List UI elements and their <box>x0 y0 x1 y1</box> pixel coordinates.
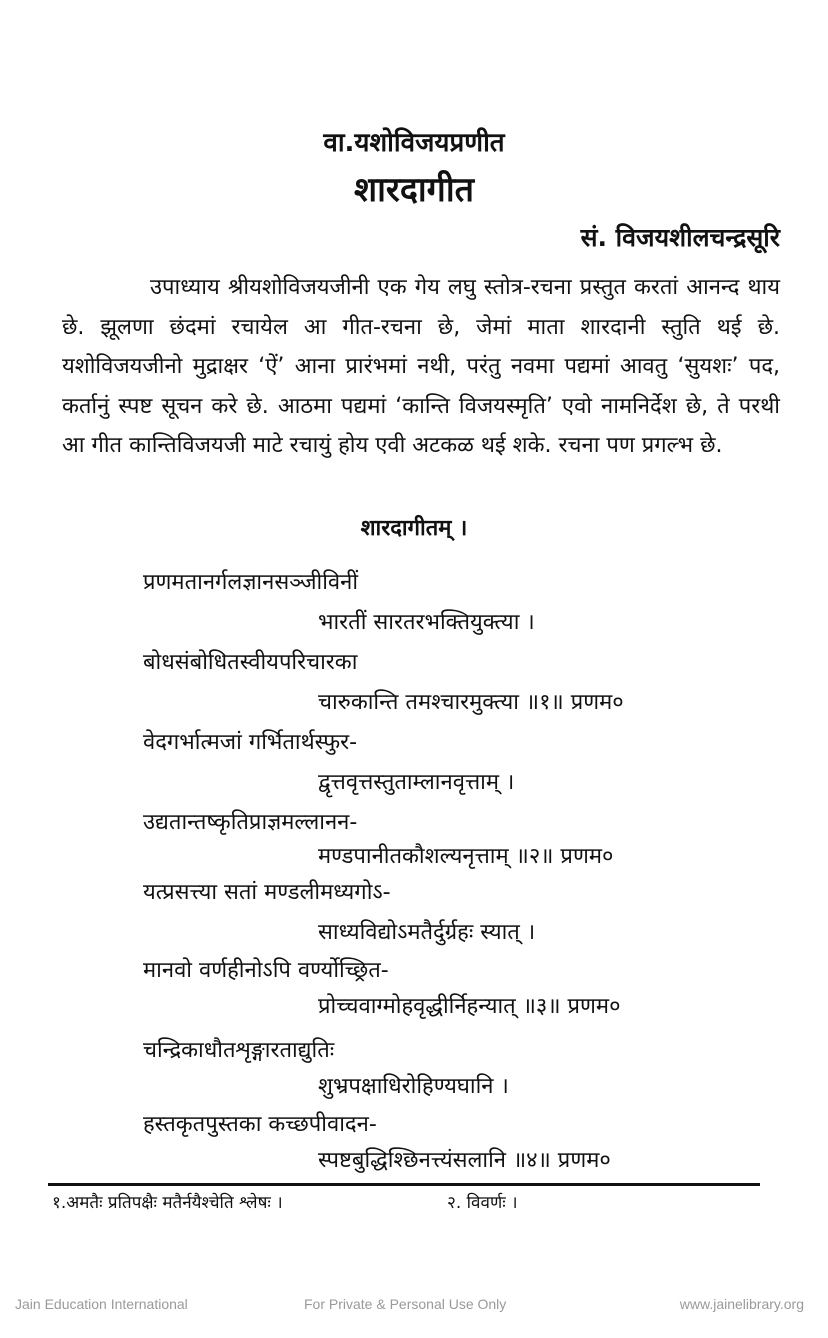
verse-line: वेदगर्भात्मजां गर्भितार्थस्फुर- <box>143 730 358 755</box>
footer-website-link[interactable]: www.jainelibrary.org <box>679 1296 804 1312</box>
verse-line: उद्यतान्तष्कृतिप्राज्ञमल्लानन- <box>143 810 358 835</box>
verse-line: मानवो वर्णहीनोऽपि वर्ण्योच्छ्रित- <box>143 958 389 983</box>
verse-line: चारुकान्ति तमश्चारमुक्त्या ॥१॥ प्रणम० <box>318 690 624 715</box>
verse-line: हस्तकृतपुस्तका कच्छपीवादन- <box>143 1112 377 1137</box>
verse-line: साध्यविद्योऽमतैर्दुर्ग्रहः स्यात् । <box>318 920 536 945</box>
footnote-2: २. विवर्णः । <box>447 1193 518 1213</box>
verse-line: स्पष्टबुद्धिश्छिनत्त्यंसलानि ॥४॥ प्रणम० <box>318 1148 611 1173</box>
footer-usage-notice: For Private & Personal Use Only <box>304 1296 507 1312</box>
verse-line: यत्प्रसत्त्या सतां मण्डलीमध्यगोऽ- <box>143 880 391 905</box>
verse-line: बोधसंबोधितस्वीयपरिचारका <box>143 650 358 675</box>
author-subtitle: वा.यशोविजयप्रणीत <box>323 128 505 158</box>
intro-section <box>62 268 780 466</box>
verse-line: शुभ्रपक्षाधिरोहिण्यघानि । <box>318 1074 509 1099</box>
footnote-divider <box>48 1183 760 1186</box>
verse-line: मण्डपानीतकौशल्यनृत्ताम् ॥२॥ प्रणम० <box>318 844 614 869</box>
verse-line: भारतीं सारतरभक्तियुक्त्या । <box>318 610 535 635</box>
verse-line: चन्द्रिकाधौतशृङ्गारताद्युतिः <box>143 1038 335 1063</box>
footnote-1: १.अमतैः प्रतिपक्षैः मतैर्नयैश्चेति श्लेषः । <box>52 1193 283 1213</box>
poem-heading: शारदागीतम् । <box>360 516 468 541</box>
verse-line: द्वृत्तवृत्तस्तुताम्लानवृत्ताम् । <box>318 770 515 795</box>
editor-credit: सं. विजयशीलचन्द्रसूरि <box>580 223 780 252</box>
verse-line: प्रोच्चवाग्मोहवृद्धीर्निहन्यात् ॥३॥ प्रणम० <box>318 994 621 1019</box>
footer-publisher: Jain Education International <box>15 1296 188 1312</box>
page-title: शारदागीत <box>353 170 475 210</box>
intro-paragraph: उपाध्याय श्रीयशोविजयजीनी एक गेय लघु स्तोत्र-रचना प्रस्तुत करतां आनन्द थाय छे. झूलणा छंदमां रचायेल आ गीत-रचना छे, जेमां माता शारदानी स्तुति थई छे. यशोविजयजीनो मुद्राक्षर ‘ऐं’ आना प्रारंभमां नथी, परंतु नवमा पद्यमां आवतु ‘सुयशः’ पद, कर्तानुं स्पष्ट सूचन करे छे. आठमा पद्यमां ‘कान्ति विजयस्मृति’ एवो नामनिर्देश छे, ते परथी आ गीत कान्तिविजयजी माटे रचायुं होय एवी अटकळ थई शके. रचना पण प्रगल्भ छे. <box>62 275 780 458</box>
verse-line: प्रणमतानर्गलज्ञानसञ्जीविनीं <box>143 570 359 595</box>
